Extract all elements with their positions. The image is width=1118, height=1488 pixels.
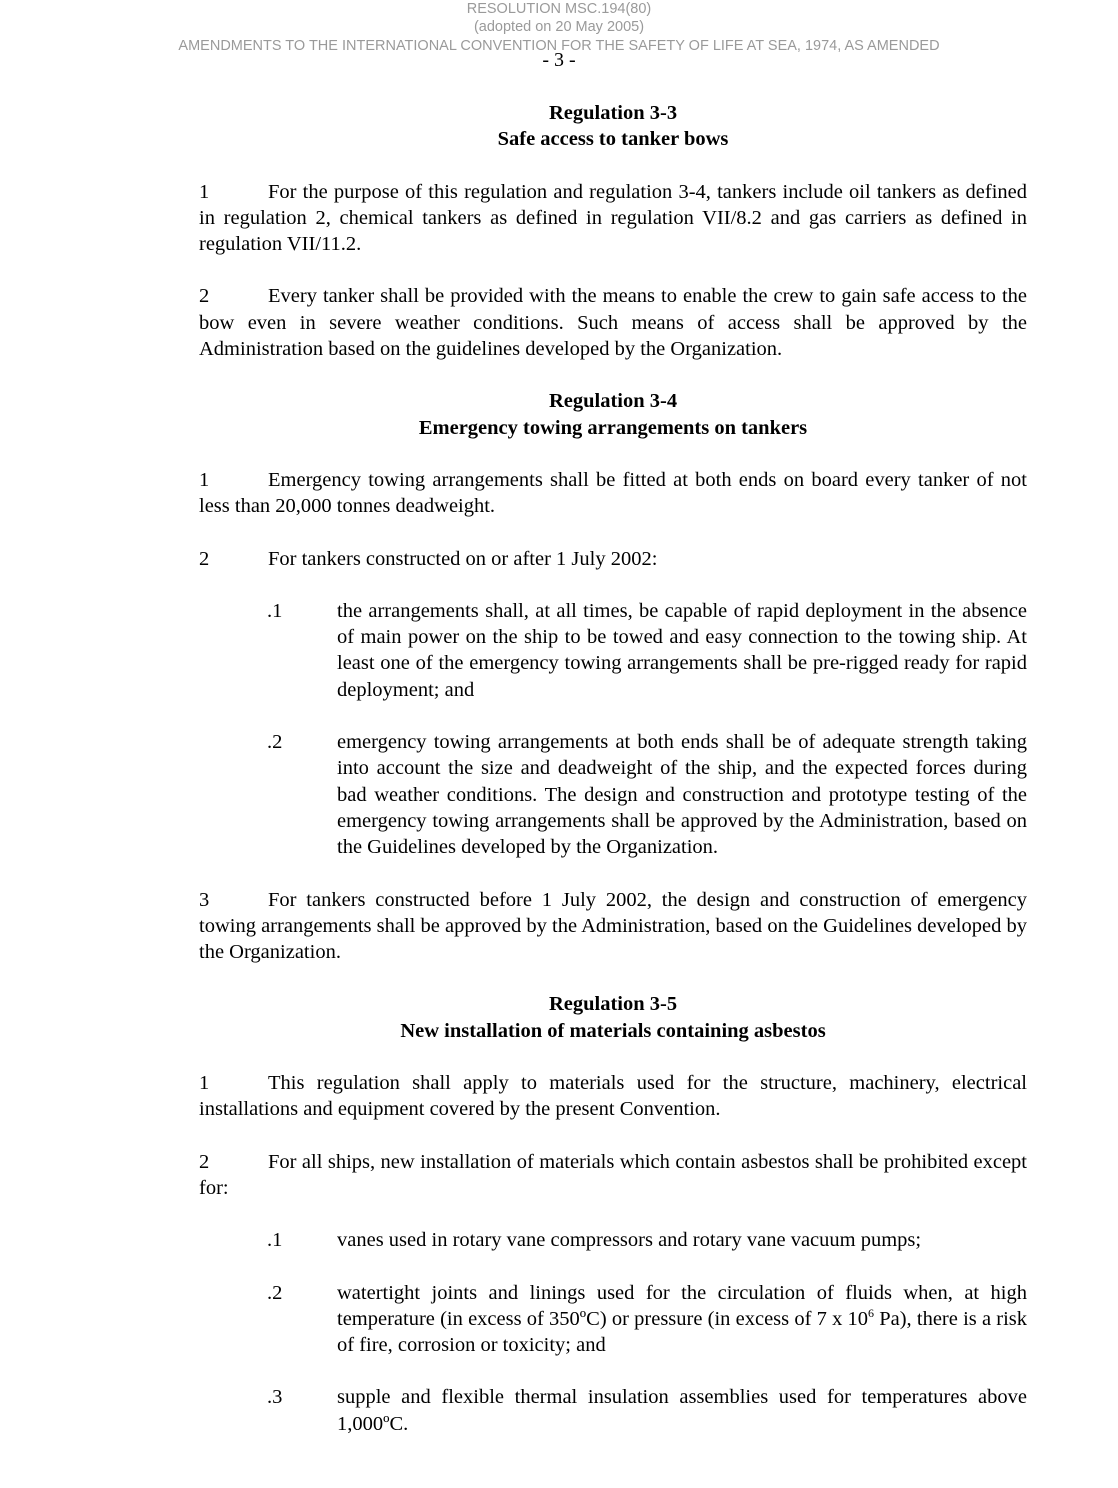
header-adoption-date: (adopted on 20 May 2005) <box>473 19 645 35</box>
sub-paragraph-number: .2 <box>267 1281 283 1304</box>
paragraph <box>199 887 1027 966</box>
sub-paragraph-text: vanes used in rotary vane compressors and rotary vane vacuum pumps; <box>337 1229 922 1252</box>
document-body <box>199 100 1027 1463</box>
sub-paragraph-text: emergency towing arrangements at both ends shall be of adequate strength taking into account the size and deadweight of the ship, and the expected forces during bad weather conditions. The design and construction and prototype testing of the emergency towing arrangements shall be approved by the Administration, based on the Guidelines developed by the Organization. <box>337 731 1027 859</box>
page-number: - 3 - <box>542 49 576 71</box>
paragraph-text: This regulation shall apply to materials used for the structure, machinery, electrical installations and equipment covered by the present Convention. <box>199 1072 1027 1121</box>
paragraph-number: 2 <box>199 1150 210 1173</box>
paragraph <box>199 546 1027 572</box>
paragraph-text: For tankers constructed on or after 1 July 2002: <box>268 547 658 570</box>
regulation-title: Regulation 3-5 <box>548 993 678 1016</box>
paragraph-text: For the purpose of this regulation and regulation 3-4, tankers include oil tankers as defined in regulation 2, chemical tankers as defined in regulation VII/8.2 and gas carriers as defined in regulation VII/11.2. <box>199 180 1027 256</box>
regulation-subtitle: Safe access to tanker bows <box>497 128 729 151</box>
paragraph-number: 3 <box>199 888 210 911</box>
superscript-exponent: 6 <box>868 1305 875 1320</box>
sub-paragraph <box>199 598 1027 703</box>
regulation-title: Regulation 3-4 <box>548 390 678 413</box>
paragraph-text: Emergency towing arrangements shall be fitted at both ends on board every tanker of not less than 20,000 tonnes deadweight. <box>199 468 1027 518</box>
paragraph <box>199 283 1027 362</box>
sub-paragraph <box>199 1384 1027 1437</box>
sub-paragraph-text: the arrangements shall, at all times, be capable of rapid deployment in the absence of main power on the ship to be towed and easy connection to the towing ship. At least one of the emergency towing arrangements shall be pre-rigged ready for rapid deployment; and <box>337 599 1027 701</box>
paragraph-number: 1 <box>199 1072 210 1095</box>
regulation-subtitle: Emergency towing arrangements on tankers <box>418 416 808 439</box>
sub-paragraph-text: supple and flexible thermal insulation assemblies used for temperatures above 1,000ºC. <box>337 1386 1027 1435</box>
sub-paragraph <box>199 1227 1027 1253</box>
sub-paragraph-number: .2 <box>267 731 283 754</box>
regulation-title: Regulation 3-3 <box>548 102 678 124</box>
sub-paragraph-text <box>337 1282 1027 1357</box>
paragraph <box>199 1070 1027 1123</box>
paragraph-text: For tankers constructed before 1 July 2002, the design and construction of emergency towing arrangements shall be approved by the Administration, based on the Guidelines developed by the Organization. <box>199 888 1027 964</box>
paragraph-number: 2 <box>199 285 210 308</box>
paragraph-number: 2 <box>199 547 210 570</box>
header-title: AMENDMENTS TO THE INTERNATIONAL CONVENTION FOR THE SAFETY OF LIFE AT SEA, 1974, AS AMENDED <box>178 38 940 54</box>
regulation-3-5-heading <box>199 991 1027 1044</box>
paragraph-text: For all ships, new installation of materials which contain asbestos shall be prohibited except for: <box>199 1150 1027 1199</box>
sub-paragraph-number: .1 <box>267 599 283 622</box>
regulation-subtitle: New installation of materials containing asbestos <box>400 1019 826 1042</box>
sub-paragraph-number: .1 <box>267 1229 283 1252</box>
sub-paragraph <box>199 729 1027 860</box>
regulation-3-3-heading <box>199 100 1027 153</box>
sub-paragraph-number: .3 <box>267 1386 283 1409</box>
paragraph-number: 1 <box>199 468 210 491</box>
sub-paragraph <box>199 1280 1027 1359</box>
sub-paragraph-text-part: Pa), there is a risk of fire, corrosion or toxicity; and <box>337 1307 1027 1357</box>
paragraph <box>199 1149 1027 1202</box>
header-resolution: RESOLUTION MSC.194(80) <box>466 1 652 17</box>
paragraph-text: Every tanker shall be provided with the means to enable the crew to gain safe access to the bow even in severe weather conditions. Such means of access shall be approved by the Administration based on the guidelines developed by the Organization. <box>199 285 1027 361</box>
paragraph <box>199 179 1027 258</box>
regulation-3-4-heading <box>199 388 1027 441</box>
sub-paragraph-text-part: watertight joints and linings used for the circulation of fluids when, at high temperature (in excess of 350ºC) or pressure (in excess of 7 x 10 <box>337 1281 1027 1330</box>
paragraph <box>199 467 1027 520</box>
paragraph-number: 1 <box>199 180 210 203</box>
